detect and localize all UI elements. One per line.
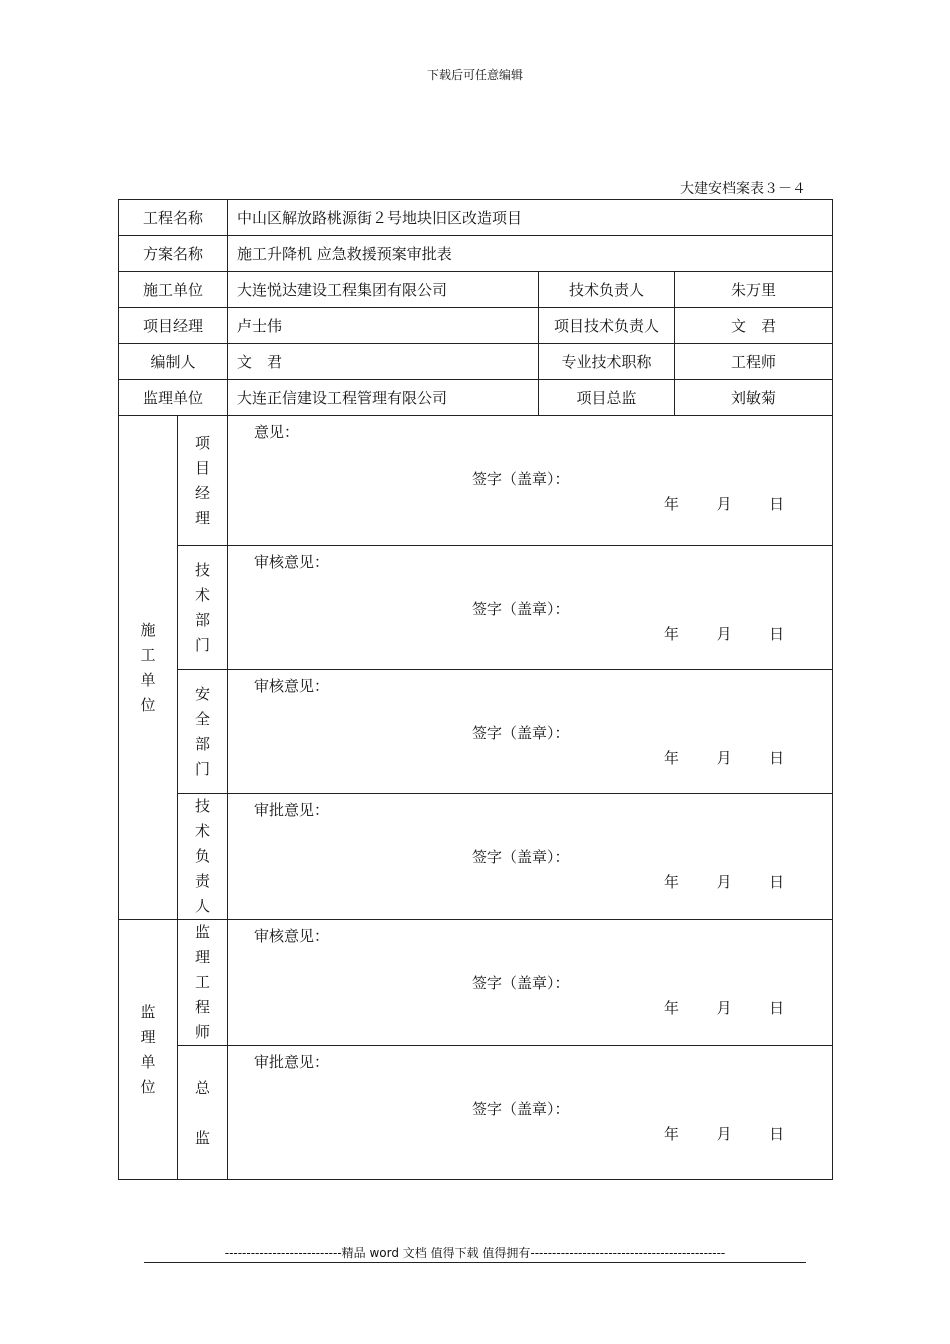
author-value: 文 君 [228,344,539,380]
plan-name-label: 方案名称 [119,236,228,272]
pm-value: 卢士伟 [228,308,539,344]
footer-note: ---------------------------精品 word 文档 值得下载 值得拥有--------------------------------------------- [224,1246,726,1260]
project-name-value: 中山区解放路桃源街２号地块旧区改造项目 [228,200,833,236]
row-project-name [119,200,833,236]
opinion-label: 审批意见： [254,801,330,819]
supervisor-value: 大连正信建设工程管理有限公司 [228,380,539,416]
opinion-row [119,670,833,794]
signature-label: 签字（盖章）： [472,848,570,866]
author-label: 编制人 [119,344,228,380]
opinion-label: 审核意见： [254,927,330,945]
title-value: 工程师 [675,344,833,380]
year-label: 年 [664,495,680,513]
project-tech-lead-value: 文 君 [675,308,833,344]
opinion-box[interactable] [228,546,833,670]
month-label: 月 [716,999,732,1017]
year-label: 年 [664,1125,680,1143]
day-label: 日 [769,999,785,1017]
month-label: 月 [716,873,732,891]
footer-divider [144,1262,806,1263]
opinion-row [119,416,833,546]
date-line [664,1123,784,1144]
month-label: 月 [716,1125,732,1143]
row-plan-name [119,236,833,272]
dept-tech-lead: 技 术 负 责 人 [178,794,228,920]
year-label: 年 [664,873,680,891]
date-line [664,871,784,892]
contractor-value: 大连悦达建设工程集团有限公司 [228,272,539,308]
opinion-box[interactable] [228,920,833,1046]
dept-project-manager: 项 目 经 理 [178,416,228,546]
form-id: 大建安档案表３－４ [680,181,806,197]
month-label: 月 [716,749,732,767]
row-pm [119,308,833,344]
opinion-box[interactable] [228,416,833,546]
signature-label: 签字（盖章）： [472,600,570,618]
opinion-row [119,794,833,920]
row-supervisor [119,380,833,416]
opinion-label: 审核意见： [254,677,330,695]
tech-lead-label: 技术负责人 [539,272,675,308]
day-label: 日 [769,873,785,891]
opinion-label: 意见： [254,423,300,441]
dept-supervising-engineer: 监 理 工 程 师 [178,920,228,1046]
title-label: 专业技术职称 [539,344,675,380]
date-line [664,493,784,514]
date-line [664,747,784,768]
month-label: 月 [716,625,732,643]
project-name-label: 工程名称 [119,200,228,236]
group-supervision: 监 理 单 位 [119,920,178,1180]
opinion-box[interactable] [228,794,833,920]
opinion-box[interactable] [228,670,833,794]
day-label: 日 [769,749,785,767]
chief-supervisor-label: 项目总监 [539,380,675,416]
day-label: 日 [769,625,785,643]
month-label: 月 [716,495,732,513]
date-line [664,997,784,1018]
signature-label: 签字（盖章）： [472,724,570,742]
opinion-label: 审核意见： [254,553,330,571]
dept-safety: 安 全 部 门 [178,670,228,794]
project-tech-lead-label: 项目技术负责人 [539,308,675,344]
opinion-box[interactable] [228,1046,833,1180]
day-label: 日 [769,1125,785,1143]
tech-lead-value: 朱万里 [675,272,833,308]
opinion-row [119,1046,833,1180]
chief-supervisor-value: 刘敏菊 [675,380,833,416]
date-line [664,623,784,644]
group-construction: 施 工 单 位 [119,416,178,920]
year-label: 年 [664,999,680,1017]
contractor-label: 施工单位 [119,272,228,308]
year-label: 年 [664,625,680,643]
signature-label: 签字（盖章）： [472,1100,570,1118]
row-author [119,344,833,380]
supervisor-label: 监理单位 [119,380,228,416]
opinion-label: 审批意见： [254,1053,330,1071]
approval-form [118,199,833,1180]
dept-chief-supervisor: 总 监 [178,1046,228,1180]
opinion-row [119,920,833,1046]
opinion-row [119,546,833,670]
header-note: 下载后可任意编辑 [426,68,523,82]
dept-tech: 技 术 部 门 [178,546,228,670]
signature-label: 签字（盖章）： [472,974,570,992]
row-contractor [119,272,833,308]
plan-name-value: 施工升降机 应急救援预案审批表 [228,236,833,272]
year-label: 年 [664,749,680,767]
day-label: 日 [769,495,785,513]
signature-label: 签字（盖章）： [472,470,570,488]
pm-label: 项目经理 [119,308,228,344]
